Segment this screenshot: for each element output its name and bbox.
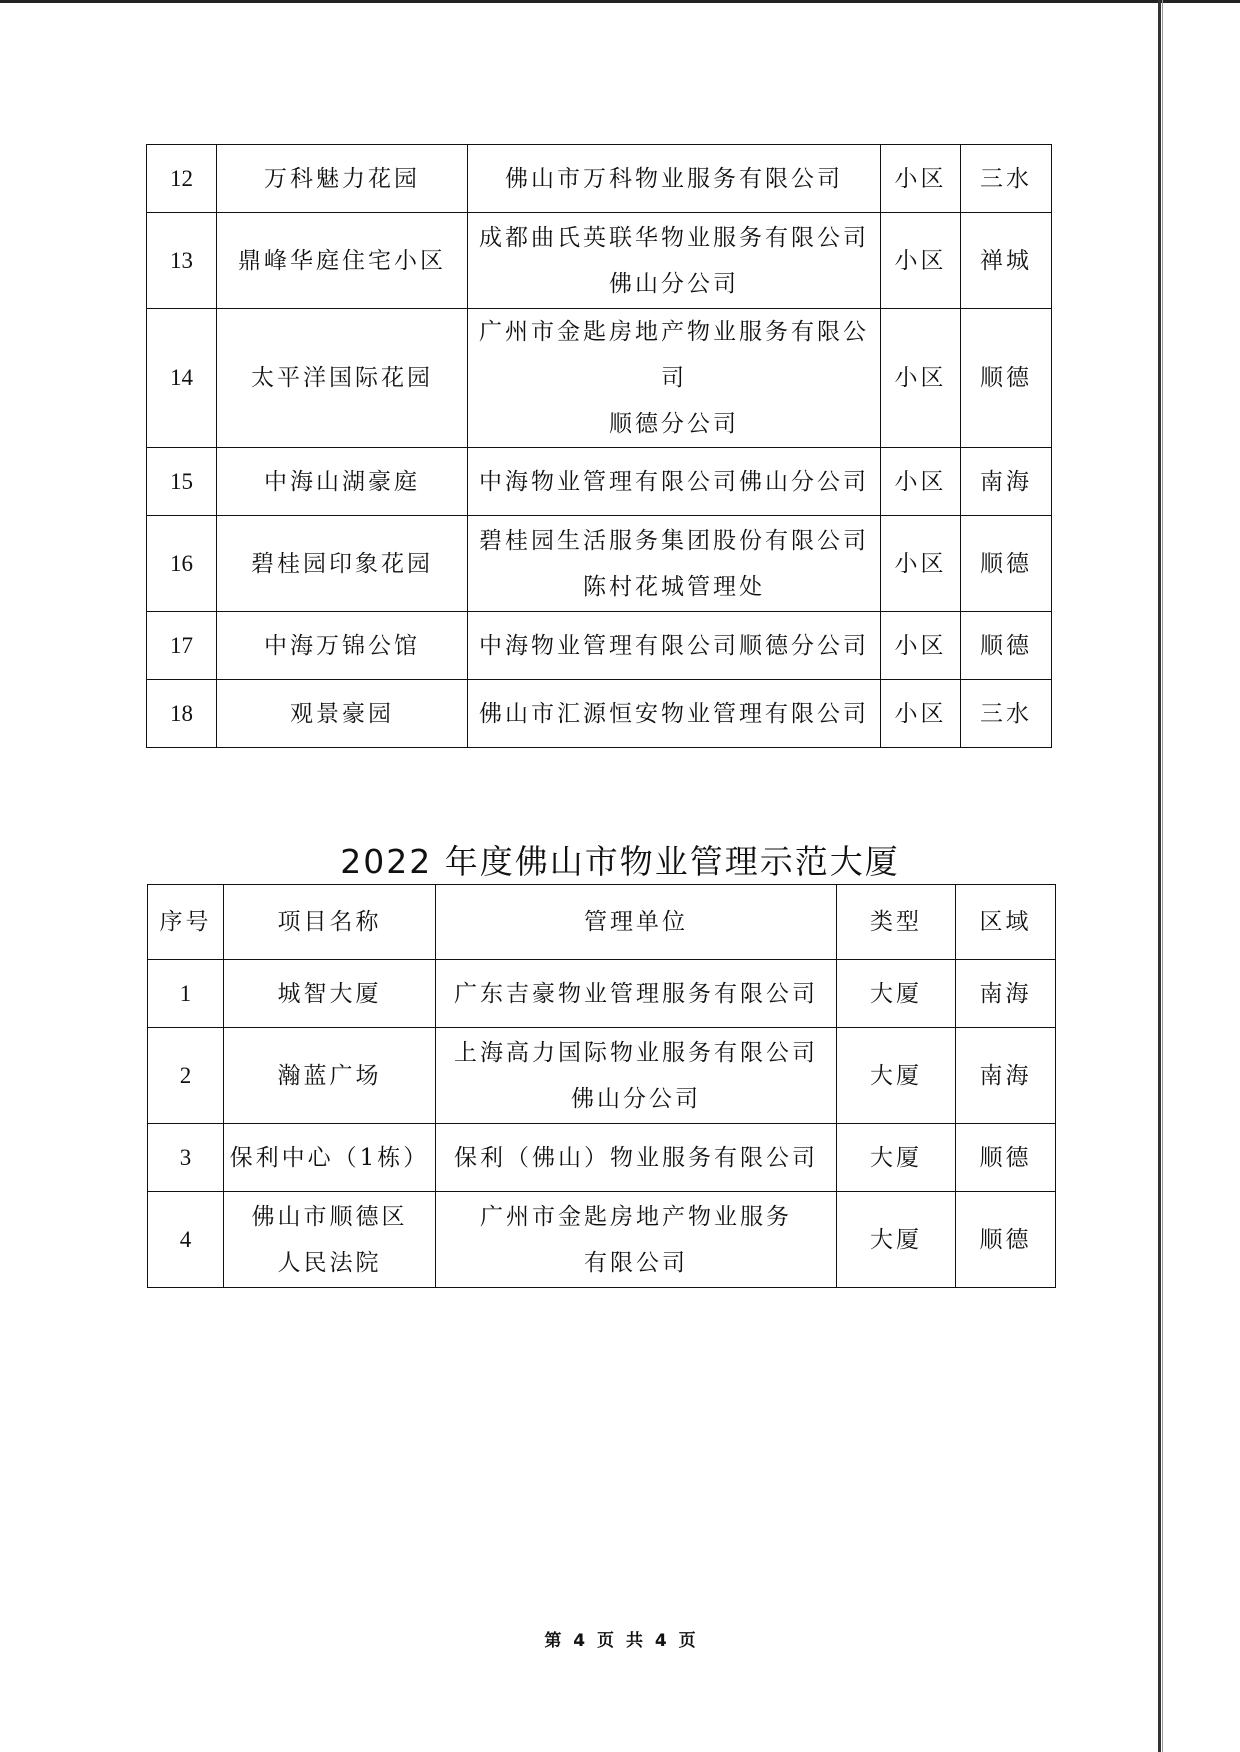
header-no: 序号 xyxy=(148,885,224,960)
cell-area: 顺德 xyxy=(961,516,1052,612)
cell-type: 小区 xyxy=(881,612,961,680)
header-row xyxy=(148,885,1056,960)
cell-project-name xyxy=(217,213,468,309)
cell-area: 南海 xyxy=(961,448,1052,516)
cell-type: 小区 xyxy=(881,680,961,748)
table-row xyxy=(147,309,1052,448)
cell-project-name xyxy=(224,1028,436,1124)
management-unit-line: 广东吉豪物业管理服务有限公司 xyxy=(454,980,818,1007)
cell-area: 顺德 xyxy=(956,1192,1056,1288)
table-row xyxy=(147,680,1052,748)
cell-project-name xyxy=(217,309,468,448)
cell-area: 顺德 xyxy=(961,309,1052,448)
management-unit-line: 佛山分公司 xyxy=(571,1085,701,1112)
project-name-line: 人民法院 xyxy=(277,1249,382,1276)
cell-management-unit xyxy=(468,448,881,516)
cell-no: 13 xyxy=(147,213,217,309)
table-row xyxy=(148,1192,1056,1288)
cell-project-name xyxy=(224,1192,436,1288)
management-unit-line: 中海物业管理有限公司顺德分公司 xyxy=(479,632,869,659)
project-name-line: 中海万锦公馆 xyxy=(264,632,420,659)
cell-no: 3 xyxy=(148,1124,224,1192)
management-unit-line: 广州市金匙房地产物业服务 xyxy=(480,1203,792,1230)
management-unit-line: 广州市金匙房地产物业服务有限公司 xyxy=(479,319,869,391)
management-unit-line: 保利（佛山）物业服务有限公司 xyxy=(454,1144,818,1171)
building-table xyxy=(147,884,1056,1288)
project-name-line: 鼎峰华庭住宅小区 xyxy=(238,247,446,274)
management-unit-line: 佛山市汇源恒安物业管理有限公司 xyxy=(479,700,869,727)
cell-area: 禅城 xyxy=(961,213,1052,309)
project-name-line: 中海山湖豪庭 xyxy=(264,468,420,495)
cell-project-name xyxy=(217,680,468,748)
cell-project-name xyxy=(224,1124,436,1192)
cell-type: 大厦 xyxy=(837,1124,956,1192)
table-row xyxy=(147,213,1052,309)
cell-project-name xyxy=(224,960,436,1028)
cell-type: 大厦 xyxy=(837,1028,956,1124)
management-unit-line: 上海高力国际物业服务有限公司 xyxy=(454,1039,818,1066)
cell-no: 14 xyxy=(147,309,217,448)
table-row xyxy=(148,1028,1056,1124)
management-unit-line: 成都曲氏英联华物业服务有限公司 xyxy=(479,224,869,251)
management-unit-line: 碧桂园生活服务集团股份有限公司 xyxy=(479,527,869,554)
cell-type: 小区 xyxy=(881,516,961,612)
table-row xyxy=(147,516,1052,612)
cell-management-unit xyxy=(436,1192,837,1288)
table-row xyxy=(147,145,1052,213)
cell-type: 小区 xyxy=(881,213,961,309)
cell-area: 南海 xyxy=(956,960,1056,1028)
table-row xyxy=(148,1124,1056,1192)
management-unit-line: 陈村花城管理处 xyxy=(583,573,765,600)
scan-border-top xyxy=(0,0,1240,3)
cell-no: 15 xyxy=(147,448,217,516)
table-row xyxy=(147,612,1052,680)
cell-project-name xyxy=(217,612,468,680)
cell-type: 小区 xyxy=(881,448,961,516)
cell-no: 4 xyxy=(148,1192,224,1288)
header-type: 类型 xyxy=(837,885,956,960)
cell-area: 顺德 xyxy=(961,612,1052,680)
cell-area: 三水 xyxy=(961,680,1052,748)
header-name: 项目名称 xyxy=(224,885,436,960)
header-area: 区域 xyxy=(956,885,1056,960)
project-name-line: 城智大厦 xyxy=(277,980,382,1007)
cell-management-unit xyxy=(468,612,881,680)
cell-management-unit xyxy=(468,213,881,309)
cell-area: 南海 xyxy=(956,1028,1056,1124)
management-unit-line: 顺德分公司 xyxy=(609,411,739,437)
project-name-line: 太平洋国际花园 xyxy=(251,365,433,391)
cell-management-unit xyxy=(468,516,881,612)
cell-area: 顺德 xyxy=(956,1124,1056,1192)
project-name-line: 保利中心（1栋） xyxy=(229,1144,430,1171)
header-unit: 管理单位 xyxy=(436,885,837,960)
cell-no: 17 xyxy=(147,612,217,680)
management-unit-line: 佛山市万科物业服务有限公司 xyxy=(505,165,843,192)
cell-management-unit xyxy=(468,145,881,213)
cell-no: 12 xyxy=(147,145,217,213)
cell-project-name xyxy=(217,145,468,213)
cell-area: 三水 xyxy=(961,145,1052,213)
residential-table xyxy=(146,144,1052,748)
cell-type: 大厦 xyxy=(837,1192,956,1288)
cell-no: 18 xyxy=(147,680,217,748)
section-title: 2022 年度佛山市物业管理示范大厦 xyxy=(340,842,900,881)
cell-project-name xyxy=(217,448,468,516)
page-number: 第 4 页 共 4 页 xyxy=(544,1631,696,1651)
cell-no: 2 xyxy=(148,1028,224,1124)
cell-management-unit xyxy=(436,1028,837,1124)
cell-no: 1 xyxy=(148,960,224,1028)
management-unit-line: 中海物业管理有限公司佛山分公司 xyxy=(479,468,869,495)
cell-project-name xyxy=(217,516,468,612)
cell-management-unit xyxy=(468,680,881,748)
cell-type: 小区 xyxy=(881,309,961,448)
management-unit-line: 佛山分公司 xyxy=(609,270,739,297)
cell-no: 16 xyxy=(147,516,217,612)
project-name-line: 瀚蓝广场 xyxy=(277,1062,382,1089)
cell-type: 大厦 xyxy=(837,960,956,1028)
management-unit-line: 有限公司 xyxy=(584,1249,688,1276)
project-name-line: 观景豪园 xyxy=(290,700,394,727)
cell-management-unit xyxy=(468,309,881,448)
project-name-line: 佛山市顺德区 xyxy=(251,1203,408,1230)
cell-management-unit xyxy=(436,960,837,1028)
table-row xyxy=(148,960,1056,1028)
table-row xyxy=(147,448,1052,516)
cell-management-unit xyxy=(436,1124,837,1192)
cell-type: 小区 xyxy=(881,145,961,213)
project-name-line: 碧桂园印象花园 xyxy=(251,550,433,577)
project-name-line: 万科魅力花园 xyxy=(264,165,420,192)
